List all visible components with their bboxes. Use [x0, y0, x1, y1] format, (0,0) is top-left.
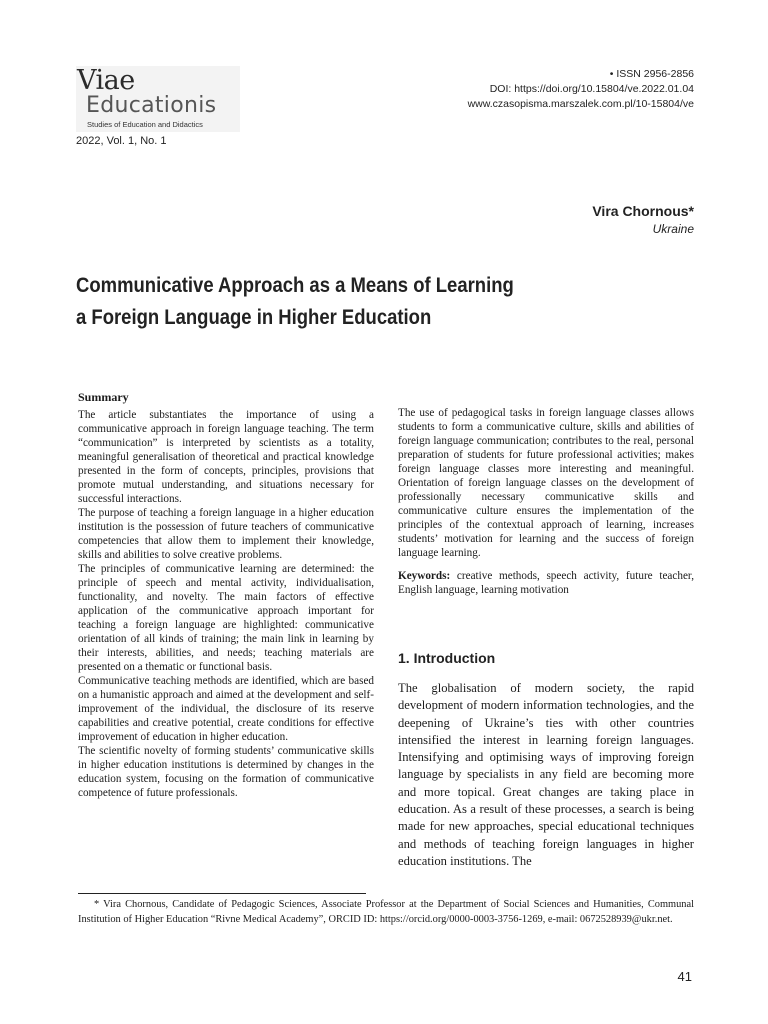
journal-logo: [76, 66, 240, 132]
footnote: [78, 897, 694, 927]
title-line-2: a Foreign Language in Higher Education: [76, 306, 432, 329]
keywords: [398, 569, 694, 597]
summary-right-column: [398, 406, 694, 597]
summary-paragraph: The principles of communicative learning are determined: the principle of speech and mental activity, individualisation, functionality, and novelty. The main factors of effective application of the communicative approach important for teaching a foreign language are highlighted: communicative orientation of all kinds of training; the main link in learning by their interests, abilities, and needs; teaching materials are presented on a thematic or functional basis.: [78, 563, 374, 673]
author-block: [592, 203, 694, 236]
title-line-1: Communicative Approach as a Means of Learning: [76, 274, 514, 297]
logo-viae: Viae: [77, 65, 135, 96]
footnote-text: Vira Chornous, Candidate of Pedagogic Sciences, Associate Professor at the Department of Social Sciences and Humanities, Communal Institution of Higher Education “Rivne Medical Academy”, ORCID ID: https://orcid.org/0000-0003-3756-1269, e-mail: 0672528939@ukr.net.: [78, 899, 694, 925]
summary-paragraph: The scientific novelty of forming students’ communicative skills in higher education institutions is determined by changes in the education system, focusing on the formation of communicative competence of future professionals.: [78, 745, 374, 799]
summary-heading: Summary: [78, 390, 129, 404]
logo-educationis: Educationis: [86, 93, 217, 118]
introduction-text: The globalisation of modern society, the rapid development of modern information technologies, and the deepening of Ukraine’s ties with other countries intensified the interest in learning foreign languages. Intensifying and optimising ways of improving foreign language by specialists in any field are becoming more and more topical. Great changes are taking place in education. As a result of these processes, a search is being made for new approaches, special educational techniques and methods of teaching foreign languages in higher education institutions. The: [398, 681, 694, 868]
issn: • ISSN 2956-2856: [609, 68, 694, 80]
keywords-label: Keywords:: [398, 570, 451, 582]
author-country: Ukraine: [652, 222, 694, 236]
introduction-heading: 1. Introduction: [398, 650, 496, 666]
doi-link[interactable]: DOI: https://doi.org/10.15804/ve.2022.01.04: [489, 83, 694, 95]
summary-paragraph: The purpose of teaching a foreign language in a higher education institution is the possession of future teachers of communicative competencies that allow them to implement their knowledge, skills and abilities to solve creative problems.: [78, 507, 374, 561]
footnote-divider: [78, 893, 366, 894]
summary-paragraph: The use of pedagogical tasks in foreign language classes allows students to form a communicative culture, skills and abilities of foreign language communication; contributes to the real, personal preparation of students for future professional activities; makes foreign language classes more interesting and meaningful. Orientation of foreign language classes on the development of professionally necessary communicative skills and communicative culture ensures the implementation of the principles of the contextual approach of learning, increases students’ motivation for learning and the success of foreign language learning.: [398, 407, 694, 559]
journal-meta: [468, 67, 694, 112]
summary-left-column: [78, 390, 374, 800]
summary-paragraph: The article substantiates the importance of using a communicative approach in foreign language teaching. The term “communication” is interpreted by scientists as a totality, meaningful generalisation of theoretical and practical knowledge presented in the form of concepts, principles, provisions that promote mutual understanding, and situations necessary for successful interactions.: [78, 409, 374, 505]
journal-url[interactable]: www.czasopisma.marszalek.com.pl/10-15804/ve: [467, 98, 694, 110]
page-number: 41: [677, 969, 692, 984]
author-name: Vira Chornous*: [592, 203, 694, 219]
article-title: [76, 270, 534, 334]
logo-subtitle: Studies of Education and Didactics: [87, 120, 203, 129]
keywords-text: creative methods, speech activity, future teacher, English language, learning motivation: [398, 570, 694, 596]
footnote-mark: *: [94, 899, 100, 910]
summary-paragraph: Communicative teaching methods are identified, which are based on a humanistic approach and aimed at the development and self-improvement of the individual, the disclosure of its reserve capabilities and creative potential, create conditions for effective improvement of education in higher education.: [78, 675, 374, 743]
volume-info: 2022, Vol. 1, No. 1: [76, 135, 167, 147]
